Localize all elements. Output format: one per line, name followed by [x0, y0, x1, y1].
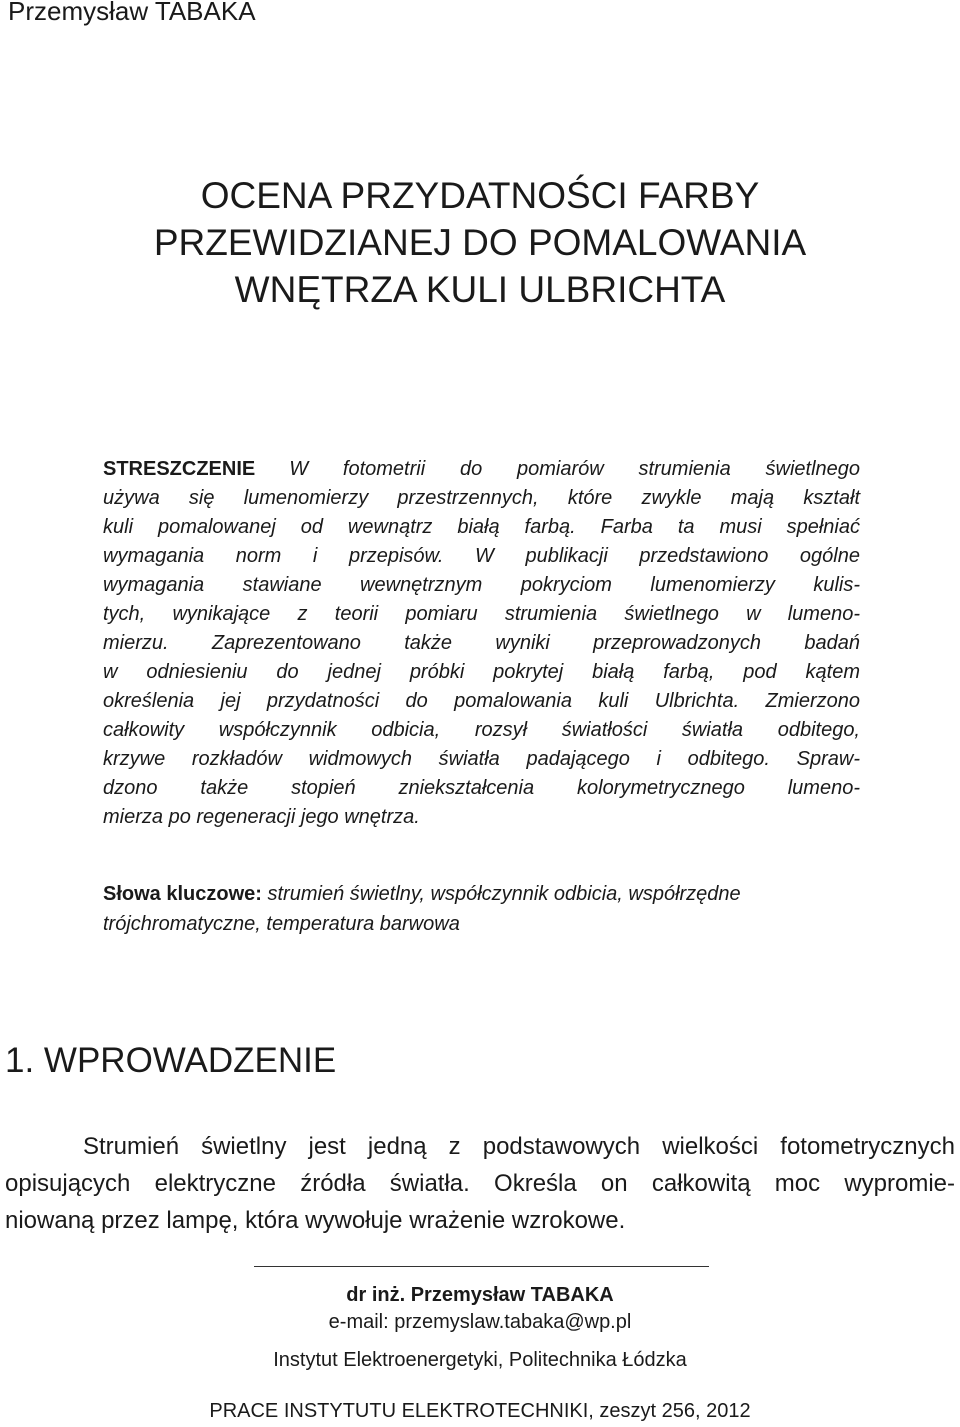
footer-email: e-mail: przemyslaw.tabaka@wp.pl — [328, 1311, 632, 1333]
abstract-line: wymagania norm i przepisów. W publikacji przedstawiono ogólne — [103, 545, 860, 567]
abstract-line: kuli pomalowanej od wewnątrz białą farbą. Farba ta musi spełniać — [103, 516, 860, 538]
title-line: PRZEWIDZIANEJ DO POMALOWANIA — [153, 222, 807, 263]
footer-journal: PRACE INSTYTUTU ELEKTROTECHNIKI, zeszyt 256, 2012 — [209, 1400, 751, 1422]
keywords — [103, 879, 863, 939]
abstract-line: krzywe rozkładów widmowych światła padającego i odbitego. Spraw- — [103, 748, 860, 770]
footer-divider — [254, 1266, 709, 1267]
section-heading: 1. WPROWADZENIE — [5, 1041, 337, 1080]
abstract — [103, 455, 860, 832]
footer-institute: Instytut Elektroenergetyki, Politechnika Łódzka — [273, 1349, 687, 1371]
abstract-line: w odniesieniu do jednej próbki pokrytej białą farbą, pod kątem — [103, 661, 860, 683]
keywords-text: strumień świetlny, współczynnik odbicia, współrzędne — [267, 883, 741, 905]
intro-line: Strumień świetlny jest jedną z podstawowych wielkości fotometrycznych — [83, 1133, 955, 1160]
abstract-line: STRESZCZENIE W fotometrii do pomiarów strumienia świetlnego — [103, 458, 860, 480]
intro-line: opisujących elektryczne źródła światła. Określa on całkowitą moc wypromie- — [5, 1170, 955, 1197]
keywords-text: trójchromatyczne, temperatura barwowa — [103, 913, 460, 935]
abstract-line: mierzu. Zaprezentowano także wyniki przeprowadzonych badań — [103, 632, 860, 654]
title-line: OCENA PRZYDATNOŚCI FARBY — [200, 175, 760, 216]
running-header-author: Przemysław TABAKA — [8, 0, 256, 26]
abstract-label: STRESZCZENIE — [103, 458, 256, 480]
abstract-line: używa się lumenomierzy przestrzennych, które zwykle mają kształt — [103, 487, 860, 509]
abstract-line: dzono także stopień zniekształcenia kolorymetrycznego lumeno- — [103, 777, 860, 799]
abstract-line: wymagania stawiane wewnętrznym pokryciom lumenomierzy kulis- — [103, 574, 860, 596]
abstract-line: określenia jej przydatności do pomalowania kuli Ulbrichta. Zmierzono — [103, 690, 860, 712]
title-line: WNĘTRZA KULI ULBRICHTA — [234, 269, 726, 310]
keywords-label: Słowa kluczowe: — [103, 883, 262, 905]
abstract-line: tych, wynikające z teorii pomiaru strumienia świetlnego w lumeno- — [103, 603, 860, 625]
intro-line: niowaną przez lampę, która wywołuje wrażenie wzrokowe. — [5, 1207, 626, 1234]
paper-title — [0, 172, 960, 313]
footer-author: dr inż. Przemysław TABAKA — [346, 1284, 614, 1306]
abstract-line: całkowity współczynnik odbicia, rozsył światłości światła odbitego, — [103, 719, 860, 741]
abstract-line: mierza po regeneracji jego wnętrza. — [103, 806, 420, 828]
intro-paragraph — [5, 1128, 955, 1239]
